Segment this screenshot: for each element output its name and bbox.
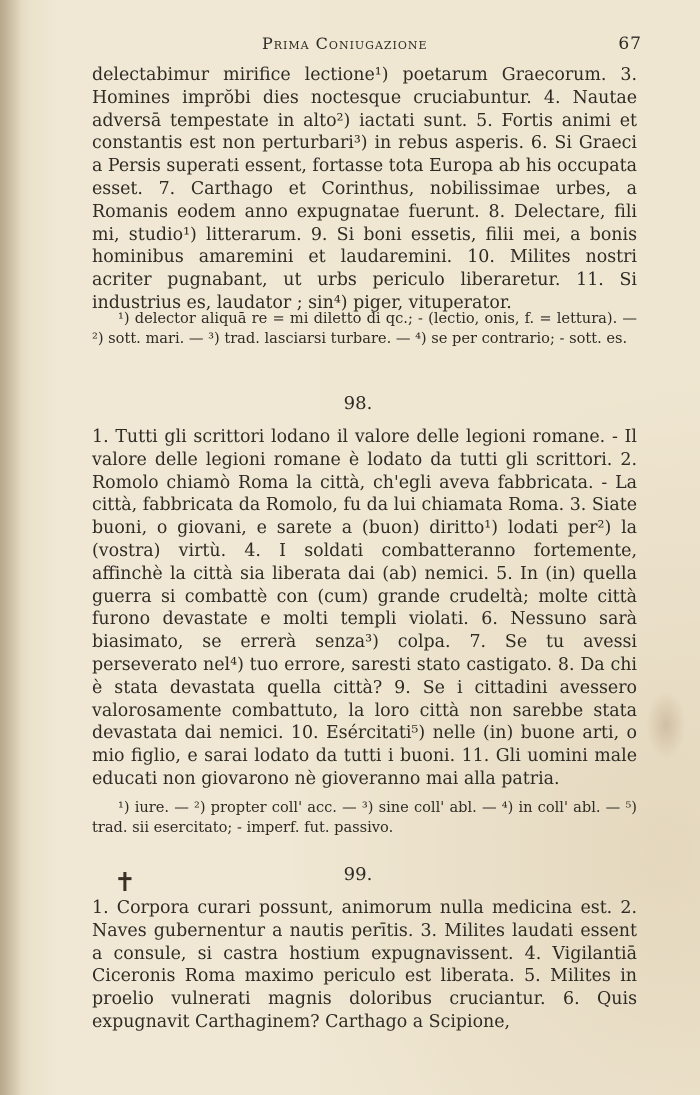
exercise-98-paragraph: 1. Tutti gli scrittori lodano il valore delle legioni romane. - Il valore delle legioni romane è lodato da tutti gli scrittori. 2. Romolo chiamò Roma la città, ch'egli aveva fabbricata. - La città, fabbricata da Romolo, fu da lui chiamata Roma. 3. Siate buoni, o giovani, e sarete a (buon) diritto¹) lodati per²) la (vostra) virtù. 4. I soldati combatteranno fortemente, affinchè la città sia liberata dai (ab) nemici. 5. In (in) quella guerra si combattè con (cum) grande crudeltà; molte città furono devastate e molti templi violati. 6. Nessuno sarà biasimato, se errerà senza³) colpa. 7. Se tu avessi perseverato nel⁴) tuo errore, saresti stato castigato. 8. Da chi è stata devastata quella città? 9. Se i cittadini avessero valorosamente combattuto, la loro città non sarebbe stata devastata dai nemici. 10. Esércitati⁵) nelle (in) buone arti, o mio figlio, e sarai lodato da tutti i buoni. 11. Gli uomini male educati non giovarono nè gioveranno mai alla patria. bbox=[92, 427, 637, 789]
page-binding-shadow bbox=[0, 0, 22, 1095]
exercise-98-notes: ¹) iure. — ²) propter coll' acc. — ³) sine coll' abl. — ⁴) in coll' abl. — ⁵) trad. sii esercitato; - imperf. fut. passivo. bbox=[92, 799, 637, 836]
exercise-99-paragraph: 1. Corpora curari possunt, animorum nulla medicina est. 2. Naves gubernentur a nautis perītis. 3. Milites laudati essent a consule, si castra hostium expugnavissent. 4. Vigilantiā Ciceronis Roma maximo periculo est liberata. 5. Milites in proelio vulnerati magnis doloribus cruciantur. 6. Quis expugnavit Carthaginem? Carthago a Scipione, bbox=[92, 898, 637, 1032]
exercise-98-text bbox=[92, 426, 637, 791]
page-header bbox=[262, 34, 642, 56]
running-title: Prima Coniugazione bbox=[262, 34, 428, 53]
exercise-97-text bbox=[92, 64, 637, 315]
exercise-99-text bbox=[92, 897, 637, 1034]
exercise-99-number: 99. bbox=[343, 864, 373, 885]
exercise-98-number: 98. bbox=[343, 393, 373, 414]
paper-stain bbox=[646, 690, 686, 760]
handwritten-cross-mark: ✝ bbox=[114, 868, 136, 898]
page-number: 67 bbox=[618, 34, 642, 54]
exercise-98-footnotes bbox=[92, 798, 637, 838]
exercise-97-footnotes bbox=[92, 309, 637, 349]
exercise-97-paragraph: delectabimur mirifice lectione¹) poetarum Graecorum. 3. Homines imprŏbi dies noctesque cruciabuntur. 4. Nautae adversā tempestate in alto²) iactati sunt. 5. Fortis animi et constantis est non perturbari³) in rebus asperis. 6. Si Graeci a Persis superati essent, fortasse tota Europa ab his occupata esset. 7. Carthago et Corinthus, nobilissimae urbes, a Romanis eodem anno expugnatae fuerunt. 8. Delectare, fili mi, studio¹) litterarum. 9. Si boni essetis, filii mei, a bonis hominibus amaremini et laudaremini. 10. Milites nostri acriter pugnabant, ut urbs periculo liberaretur. 11. Si industrius es, laudator ; sin⁴) piger, vituperator. bbox=[92, 65, 637, 313]
exercise-97-notes: ¹) delector aliquā re = mi diletto di qc.; - (lectio, onis, f. = lettura). — ²) sott. mari. — ³) trad. lasciarsi turbare. — ⁴) se per contrario; - sott. es. bbox=[92, 310, 637, 347]
